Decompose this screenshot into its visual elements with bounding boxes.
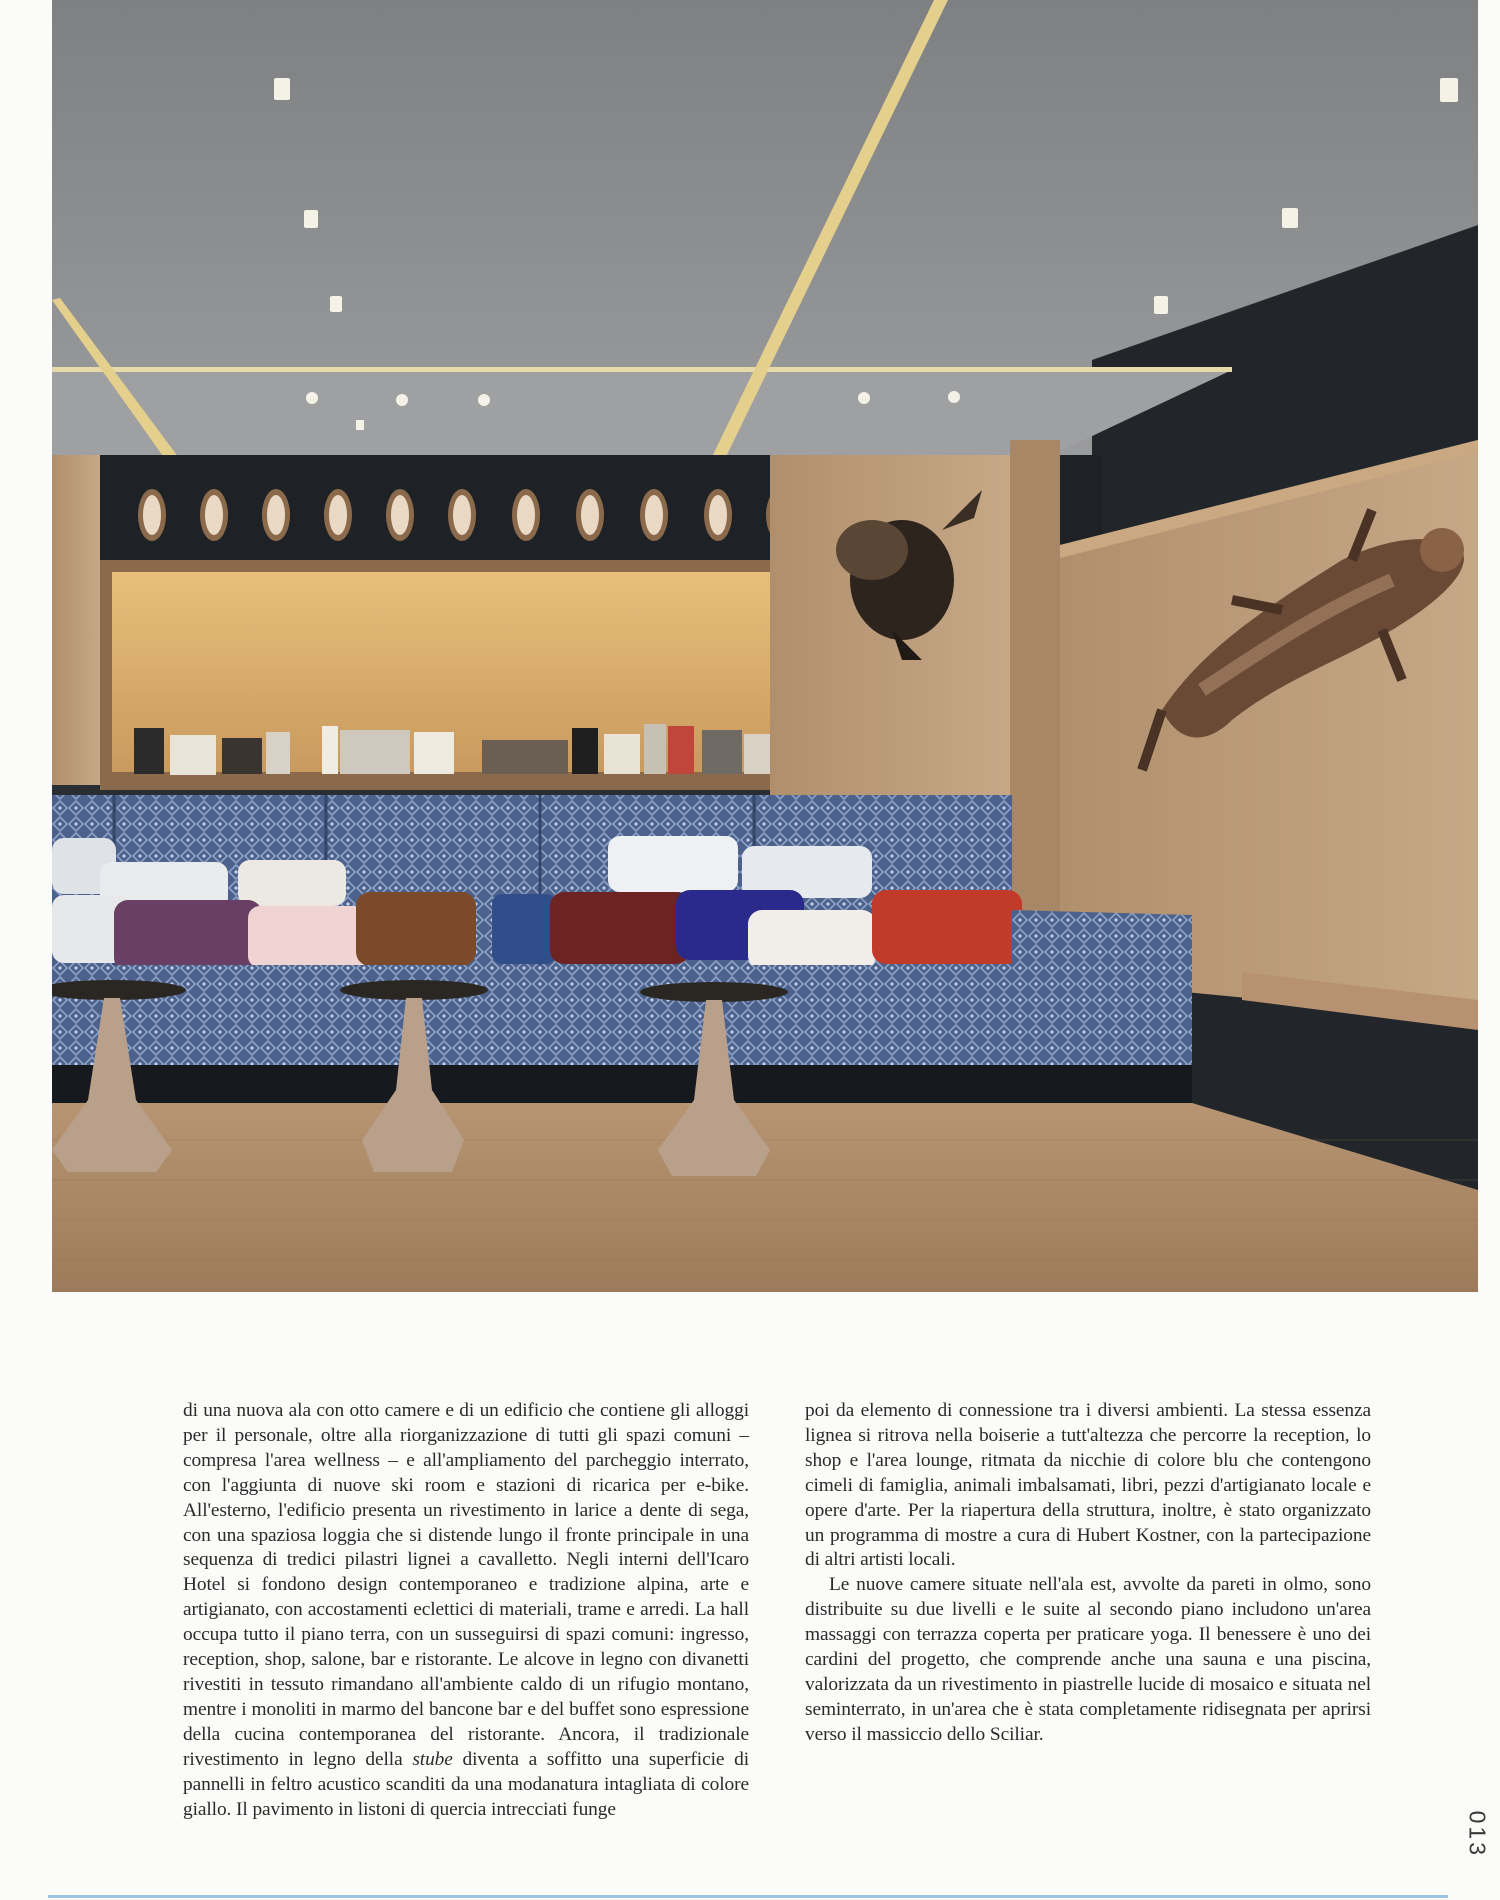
hotel-lounge-photo	[52, 0, 1478, 1292]
article-paragraph	[183, 1399, 749, 1822]
article-column-right	[805, 1399, 1371, 1748]
bottom-rule	[48, 1895, 1448, 1898]
article-column-left	[183, 1399, 749, 1822]
italic-term: stube	[412, 1748, 453, 1770]
article-paragraph: Le nuove camere situate nell'ala est, avvolte da pareti in olmo, sono distribuite su due livelli e le suite al secondo piano includono un'area massaggi con terrazza coperta per praticare yoga. Il benessere è uno dei cardini del progetto, che comprende anche una sauna e una piscina, valorizzata da un rivestimento in piastrelle lucide di mosaico e situata nel seminterrato, in un'area che è stata completamente ridisegnata per aprirsi verso il massiccio dello Sciliar.	[805, 1574, 1371, 1745]
paragraph-text: diventa a soffitto una superficie di pannelli in feltro acustico scanditi da una modanatura intagliata di colore giallo. Il pavimento in listoni di quercia intrecciati funge	[183, 1748, 749, 1820]
article-paragraph: poi da elemento di connessione tra i diversi ambienti. La stessa essenza lignea si ritrova nella boiserie a tutt'altezza che percorre la reception, lo shop e l'area lounge, ritmata da nicchie di colore blu che contengono cimeli di famiglia, animali imbalsamati, libri, pezzi d'artigianato locale e opere d'arte. Per la riapertura della struttura, inoltre, è stato organizzato un programma di mostre a cura di Hubert Kostner, con la partecipazione di altri artisti locali.	[805, 1400, 1371, 1571]
paragraph-text: di una nuova ala con otto camere e di un edificio che contiene gli alloggi per il personale, oltre alla riorganizzazione di tutti gli spazi comuni – compresa l'area wellness – e all'ampliamento del parcheggio interrato, con l'aggiunta di nuove ski room e stazioni di ricarica per e-bike. All'esterno, l'edificio presenta un rivestimento in larice a dente di sega, con una spaziosa loggia che si distende lungo il fronte principale in una sequenza di tredici pilastri lignei a cavalletto. Negli interni dell'Icaro Hotel si fondono design contemporaneo e tradizione alpina, arte e artigianato, con accostamenti eclettici di materiali, trame e arredi. La hall occupa tutto il piano terra, con un susseguirsi di spazi comuni: ingresso, reception, shop, salone, bar e ristorante. Le alcove in legno con divanetti rivestiti in tessuto rimandano all'ambiente caldo di un rifugio montano, mentre i monoliti in marmo del bancone bar e del buffet sono espressione della cucina contemporanea del ristorante. Ancora, il tradizionale rivestimento in legno della	[183, 1400, 749, 1770]
page-number: 013	[1464, 1810, 1490, 1858]
